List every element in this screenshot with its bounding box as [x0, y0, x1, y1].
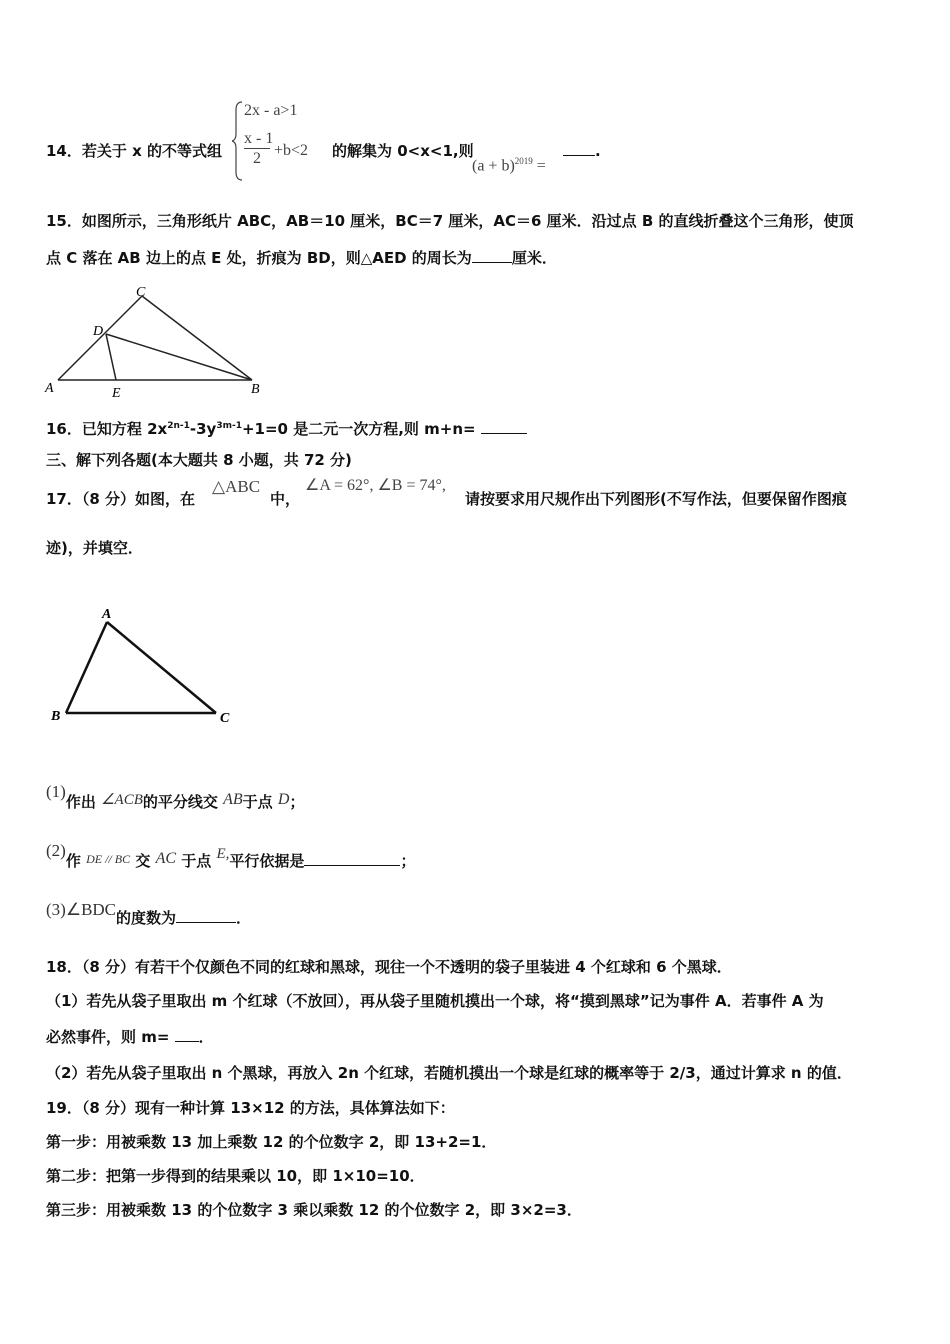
brace-icon [232, 100, 244, 182]
q16-answer-blank[interactable] [481, 433, 527, 434]
q18-line1: 18．（8 分）有若干个仅颜色不同的红球和黑球，现往一个不透明的袋子里装进 4 个红球和 6 个黑球． [46, 958, 732, 976]
q17-part2: (2)作 $^{DE // BC}$ 交 AC 于点 E,平行依据是 ； [46, 841, 416, 870]
q14-inequality-system [232, 100, 332, 182]
q14-ineq1: 2x - a>1 [244, 102, 298, 119]
q15-line2: 点 C 落在 AB 边上的点 E 处，折痕为 BD，则△AED 的周长为 厘米． [46, 249, 557, 267]
q18-line4: （2）若先从袋子里取出 n 个黑球，再放入 2n 个红球，若随机摸出一个球是红球的概率等于 2/3，通过计算求 n 的值． [46, 1064, 852, 1082]
q19-line3: 第二步：把第一步得到的结果乘以 10，即 1×10=10． [46, 1167, 425, 1185]
q14-frac-den: 2 [253, 150, 261, 167]
q15-answer-blank[interactable] [472, 262, 512, 263]
q17-part3-answer-blank[interactable] [176, 922, 236, 923]
q17-tail: 请按要求用尺规作出下列图形(不写作法，但要保留作图痕 [465, 490, 847, 508]
q17-angles: ∠A = 62°, ∠B = 74°, [305, 477, 446, 494]
q14-text: 14．若关于 x 的不等式组 [46, 142, 222, 160]
q14-expression: $(a + b)^{2019}$ = [472, 156, 546, 175]
q19-line2: 第一步：用被乘数 13 加上乘数 12 的个位数字 2，即 13+2=1． [46, 1133, 497, 1151]
q18-line3: 必然事件，则 m= ． [46, 1028, 214, 1046]
q18-line2: （1）若先从袋子里取出 m 个红球（不放回），再从袋子里随机摸出一个球，将“摸到黑球”记为事件 A．若事件 A 为 [46, 992, 824, 1010]
q18-answer-blank[interactable] [175, 1041, 199, 1042]
q15-label-b: B [251, 382, 260, 397]
q17-head: 17．（8 分）如图，在 [46, 490, 196, 508]
q19-line1: 19．（8 分）现有一种计算 13×12 的方法，具体算法如下： [46, 1099, 455, 1117]
q15-label-c: C [136, 285, 146, 300]
q14-suffix: 的解集为 0<x<1,则 [332, 142, 474, 160]
q17-line2: 迹)，并填空． [46, 539, 143, 557]
q17-part3: (3)∠BDC的度数为 ． [46, 900, 252, 927]
q17-part2-answer-blank[interactable] [304, 865, 400, 866]
q15-triangle-figure [40, 280, 270, 402]
q14-ineq2: +b<2 [274, 142, 309, 159]
q17-label-c: C [220, 711, 230, 726]
q15-label-a: A [45, 381, 54, 396]
q17-triangle-symbol: △ABC [212, 477, 261, 496]
q15-line1: 15．如图所示，三角形纸片 ABC，AB＝10 厘米，BC＝7 厘米，AC＝6 厘米．沿过点 B 的直线折叠这个三角形，使顶 [46, 212, 854, 230]
q15-label-e: E [112, 386, 121, 401]
section-heading: 三、解下列各题(本大题共 8 小题，共 72 分) [46, 451, 352, 469]
q17-label-b: B [51, 709, 61, 724]
q17-triangle-figure [44, 600, 244, 728]
q17-part1: (1)作出 ∠ACB的平分线交 AB于点 D； [46, 782, 305, 811]
q19-line4: 第三步：用被乘数 13 的个位数字 3 乘以乘数 12 的个位数字 2，即 3×2=3． [46, 1201, 582, 1219]
q14-frac-num: x - 1 [244, 130, 274, 147]
q16-text: 16．已知方程 $2x^{2n-1}-3y^{3m-1}+1=0$ 是二元一次方程,则 m+n= [46, 416, 527, 439]
q17-label-a: A [102, 607, 112, 622]
q15-label-d: D [93, 324, 104, 339]
q14-answer-blank[interactable]: . [563, 141, 601, 161]
q17-mid: 中， [270, 490, 301, 508]
